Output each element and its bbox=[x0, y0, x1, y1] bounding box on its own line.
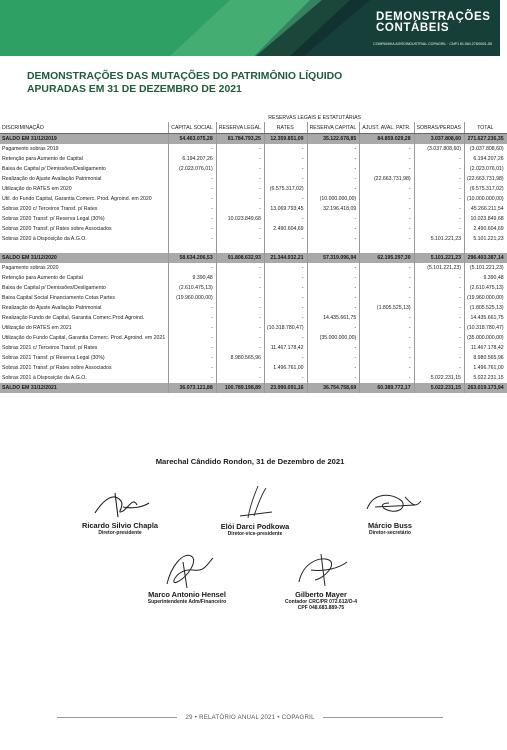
cell-value: - bbox=[264, 194, 307, 204]
cell-value: - bbox=[216, 174, 264, 184]
table-row bbox=[0, 184, 507, 194]
cell-value: - bbox=[264, 353, 307, 363]
table-row bbox=[0, 214, 507, 224]
document-title-line: DEMONSTRAÇÕES DAS MUTAÇÕES DO PATRIMÔNIO LÍQUIDO bbox=[27, 71, 343, 82]
cell-value: (22.663.731,98) bbox=[360, 174, 414, 184]
row-label: SALDO EM 31/12/2021 bbox=[0, 383, 169, 393]
cell-value: 62.195.297,30 bbox=[360, 253, 414, 263]
cell-value: - bbox=[216, 343, 264, 353]
cell-value: - bbox=[307, 144, 360, 154]
row-label: Realização do Ajuste Avaliação Patrimonial bbox=[2, 305, 102, 311]
cell-value: - bbox=[216, 234, 264, 244]
row-label: Sobras 2021 Transf. p/ Rates sobre Associados bbox=[2, 365, 112, 371]
cell-value bbox=[307, 244, 360, 253]
row-label: Sobras 2021 Transf. p/ Reserva Legal (30%) bbox=[2, 355, 105, 361]
column-header: RESERVA LEGAL bbox=[216, 122, 264, 134]
cell-value: 8.980.565,96 bbox=[465, 353, 507, 363]
cell-value: - bbox=[307, 323, 360, 333]
footer-report: RELATÓRIO ANUAL 2021 bbox=[199, 715, 276, 721]
cell-value: 35.122.678,85 bbox=[307, 134, 360, 145]
row-label: Utilização do RATES em 2021 bbox=[2, 325, 72, 331]
cell-value: - bbox=[307, 273, 360, 283]
cell-value: - bbox=[360, 293, 414, 303]
table-row bbox=[0, 353, 507, 363]
cell-value: - bbox=[216, 363, 264, 373]
cell-value: - bbox=[414, 224, 464, 234]
row-label: Baixa Capital Social Financiamento Cotas Partes bbox=[2, 295, 116, 301]
cell-value: - bbox=[264, 144, 307, 154]
cell-value: - bbox=[307, 214, 360, 224]
cell-value: (10.318.780,47) bbox=[264, 323, 307, 333]
row-label: Sobras 2020 Transf. p/ Reserva Legal (30%) bbox=[2, 216, 105, 222]
cell-value: - bbox=[216, 303, 264, 313]
cell-value: - bbox=[360, 313, 414, 323]
cell-value: - bbox=[169, 204, 217, 214]
cell-value: (35.000.000,00) bbox=[465, 333, 507, 343]
cell-value: - bbox=[360, 283, 414, 293]
cell-value: 1.496.761,00 bbox=[264, 363, 307, 373]
row-label: SALDO EM 31/12/2019 bbox=[0, 134, 169, 145]
cell-value: - bbox=[360, 333, 414, 343]
signature-block bbox=[320, 487, 460, 536]
cell-value: - bbox=[414, 184, 464, 194]
cell-value: - bbox=[216, 154, 264, 164]
cell-value: - bbox=[264, 214, 307, 224]
table-row bbox=[0, 204, 507, 214]
cell-value: - bbox=[360, 373, 414, 383]
cell-value: - bbox=[169, 353, 217, 363]
cell-value: 5.101.221,23 bbox=[414, 234, 464, 244]
table-row bbox=[0, 154, 507, 164]
cell-value: - bbox=[414, 204, 464, 214]
cell-value: 10.023.849,68 bbox=[216, 214, 264, 224]
table-row bbox=[0, 164, 507, 174]
cell-value: - bbox=[360, 194, 414, 204]
banner-subtitle: COMPANHIA AGROINDUSTRIAL COPAGRIL · CNPJ 81.584.278/0001-55 bbox=[373, 42, 492, 46]
reserves-group-header: RESERVAS LEGAIS E ESTATUTÁRIAS bbox=[268, 114, 362, 121]
cell-value: - bbox=[169, 313, 217, 323]
cell-value: - bbox=[360, 363, 414, 373]
cell-value: (5.101.221,23) bbox=[414, 263, 464, 273]
signer-role: Diretor-vice-presidente bbox=[227, 531, 283, 537]
cell-value: - bbox=[169, 144, 217, 154]
row-label bbox=[0, 244, 169, 253]
cell-value: - bbox=[169, 333, 217, 343]
cell-value: - bbox=[264, 234, 307, 244]
balance-row bbox=[0, 134, 507, 145]
cell-value: (3.037.808,60) bbox=[414, 144, 464, 154]
page-footer bbox=[0, 715, 500, 721]
table-row bbox=[0, 313, 507, 323]
cell-value: 5.101.221,23 bbox=[414, 253, 464, 263]
column-header: RATES bbox=[264, 122, 307, 134]
cell-value: - bbox=[216, 323, 264, 333]
cell-value: - bbox=[307, 184, 360, 194]
cell-value: - bbox=[307, 154, 360, 164]
row-label: Retenção para Aumento de Capital bbox=[2, 275, 83, 281]
cell-value: - bbox=[307, 293, 360, 303]
balance-row bbox=[0, 253, 507, 263]
cell-value: 100.789.198,89 bbox=[216, 383, 264, 393]
table-row bbox=[0, 273, 507, 283]
cell-value: 8.980.565,96 bbox=[216, 353, 264, 363]
banner-title bbox=[376, 11, 491, 34]
cell-value: - bbox=[360, 224, 414, 234]
cell-value: 36.754.758,69 bbox=[307, 383, 360, 393]
table-row bbox=[0, 194, 507, 204]
cell-value: - bbox=[360, 353, 414, 363]
footer-divider bbox=[323, 717, 443, 718]
cell-value: - bbox=[307, 303, 360, 313]
cell-value: - bbox=[216, 204, 264, 214]
cell-value: - bbox=[169, 323, 217, 333]
cell-value: (5.101.221,23) bbox=[465, 263, 507, 273]
signer-name: Gilberto Mayer bbox=[295, 590, 347, 599]
column-header: RESERVA CAPITAL bbox=[307, 122, 360, 134]
cell-value: - bbox=[264, 293, 307, 303]
signature-block bbox=[112, 548, 262, 605]
row-label: Sobras 2020 Transf. p/ Rates sobre Associados bbox=[2, 226, 112, 232]
cell-value: - bbox=[307, 283, 360, 293]
table-row bbox=[0, 293, 507, 303]
table-row bbox=[0, 373, 507, 383]
document-title-line: APURADAS EM 31 DE DEZEMBRO DE 2021 bbox=[27, 84, 242, 95]
cell-value: - bbox=[307, 263, 360, 273]
table-row bbox=[0, 174, 507, 184]
cell-value: 91.808.632,93 bbox=[216, 253, 264, 263]
table-row bbox=[0, 144, 507, 154]
cell-value: 271.627.236,35 bbox=[465, 134, 507, 145]
cell-value: - bbox=[264, 313, 307, 323]
place-date: Marechal Cândido Rondon, 31 de Dezembro de 2021 bbox=[155, 457, 345, 466]
row-label: Sobras 2021 c/ Terceiros Transf. p/ Rates bbox=[2, 345, 98, 351]
table-row bbox=[0, 263, 507, 273]
cell-value: 6.194.207,26 bbox=[169, 154, 217, 164]
cell-value: 11.467.178,42 bbox=[264, 343, 307, 353]
cell-value: - bbox=[216, 184, 264, 194]
cell-value: - bbox=[360, 263, 414, 273]
cell-value: 32.196.418,09 bbox=[307, 204, 360, 214]
cell-value: - bbox=[264, 164, 307, 174]
cell-value: - bbox=[264, 333, 307, 343]
handwritten-signature bbox=[85, 487, 155, 521]
cell-value: - bbox=[414, 303, 464, 313]
cell-value: - bbox=[264, 154, 307, 164]
cell-value: - bbox=[360, 273, 414, 283]
cell-value: - bbox=[414, 313, 464, 323]
cell-value: - bbox=[307, 234, 360, 244]
cell-value: - bbox=[264, 273, 307, 283]
banner-title-line: DEMONSTRAÇÕES bbox=[376, 11, 491, 23]
cell-value: 13.069.793,45 bbox=[264, 204, 307, 214]
row-label: Sobras 2020 c/ Terceiros Transf. p/ Rates bbox=[2, 206, 98, 212]
cell-value: (19.960.000,00) bbox=[169, 293, 217, 303]
cell-value: - bbox=[360, 214, 414, 224]
signature-block bbox=[246, 548, 396, 611]
row-label: Baixa de Capital p/ Demissões/Desligamento bbox=[2, 166, 106, 172]
table-row bbox=[0, 303, 507, 313]
cell-value: (6.575.317,02) bbox=[465, 184, 507, 194]
cell-value: - bbox=[414, 194, 464, 204]
cell-value bbox=[465, 244, 507, 253]
cell-value: - bbox=[264, 263, 307, 273]
handwritten-signature bbox=[281, 548, 361, 590]
cell-value: - bbox=[360, 204, 414, 214]
cell-value: - bbox=[307, 174, 360, 184]
cell-value: - bbox=[169, 174, 217, 184]
column-header: AJUST. AVAL. PATR. bbox=[360, 122, 414, 134]
cell-value bbox=[414, 244, 464, 253]
cell-value: 12.359.851,09 bbox=[264, 134, 307, 145]
cell-value: - bbox=[169, 263, 217, 273]
spacer-row bbox=[0, 244, 507, 253]
cell-value bbox=[216, 244, 264, 253]
cell-value: - bbox=[216, 273, 264, 283]
signature-block bbox=[185, 482, 325, 537]
row-label: Realização do Ajuste Avaliação Patrimonial bbox=[2, 176, 102, 182]
cell-value: 2.490.604,69 bbox=[264, 224, 307, 234]
footer-separator-icon: • bbox=[194, 715, 198, 721]
cell-value: 1.496.761,00 bbox=[465, 363, 507, 373]
cell-value: 58.634.206,53 bbox=[169, 253, 217, 263]
cell-value: 81.784.793,25 bbox=[216, 134, 264, 145]
cell-value: (2.023.076,01) bbox=[169, 164, 217, 174]
cell-value: - bbox=[216, 224, 264, 234]
signer-role: Diretor-presidente bbox=[98, 530, 142, 536]
cell-value: - bbox=[414, 214, 464, 224]
cell-value: (6.575.317,02) bbox=[264, 184, 307, 194]
cell-value: 54.463.075,28 bbox=[169, 134, 217, 145]
footer-brand: COPAGRIL bbox=[281, 715, 315, 721]
cell-value: - bbox=[360, 154, 414, 164]
cell-value: - bbox=[169, 303, 217, 313]
cell-value: - bbox=[216, 373, 264, 383]
table-row bbox=[0, 234, 507, 244]
cell-value: 5.022.231,15 bbox=[414, 373, 464, 383]
row-label: Util. do Fundo Capital, Garantia Comerc. Prod. Agroind. em 2020 bbox=[2, 196, 152, 202]
cell-value: - bbox=[414, 164, 464, 174]
cell-value: - bbox=[216, 263, 264, 273]
cell-value: 6.194.207,26 bbox=[465, 154, 507, 164]
row-label: Retenção para Aumento de Capital bbox=[2, 156, 83, 162]
table-row bbox=[0, 363, 507, 373]
cell-value: - bbox=[216, 194, 264, 204]
cell-value: 5.022.231,15 bbox=[465, 373, 507, 383]
header-banner bbox=[0, 0, 500, 56]
balance-row bbox=[0, 383, 507, 393]
cell-value: - bbox=[414, 323, 464, 333]
cell-value: 9.390,48 bbox=[169, 273, 217, 283]
cell-value: (1.805.525,13) bbox=[360, 303, 414, 313]
cell-value: 9.390,48 bbox=[465, 273, 507, 283]
cell-value: 2.490.604,69 bbox=[465, 224, 507, 234]
cell-value: 10.023.849,68 bbox=[465, 214, 507, 224]
cell-value: (3.037.808,60) bbox=[465, 144, 507, 154]
cell-value: - bbox=[360, 144, 414, 154]
row-label: Baixa de Capital p/ Demissões/Desligamento bbox=[2, 285, 106, 291]
cell-value: (2.023.076,01) bbox=[465, 164, 507, 174]
handwritten-signature bbox=[220, 482, 290, 522]
cell-value: - bbox=[414, 174, 464, 184]
signer-role: Contador CRC/PR 072.612/O-4 bbox=[285, 599, 357, 605]
cell-value: - bbox=[216, 144, 264, 154]
signer-role: Superintendente Adm/Financeiro bbox=[147, 599, 227, 605]
cell-value: 57.319.096,94 bbox=[307, 253, 360, 263]
cell-value: (10.000.000,00) bbox=[307, 194, 360, 204]
table-row bbox=[0, 224, 507, 234]
cell-value: 36.073.121,88 bbox=[169, 383, 217, 393]
cell-value: 11.467.178,42 bbox=[465, 343, 507, 353]
cell-value: - bbox=[216, 283, 264, 293]
cell-value: 296.403.387,14 bbox=[465, 253, 507, 263]
cell-value: - bbox=[169, 363, 217, 373]
column-header: CAPITAL SOCIAL bbox=[169, 122, 217, 134]
handwritten-signature bbox=[147, 548, 227, 590]
cell-value: - bbox=[307, 224, 360, 234]
column-header: SOBRAS/PERDAS bbox=[414, 122, 464, 134]
cell-value: 14.435.661,75 bbox=[307, 313, 360, 323]
signer-name: Marco Antonio Hensel bbox=[148, 590, 226, 599]
cell-value: 45.266.211,54 bbox=[465, 204, 507, 214]
cell-value: - bbox=[216, 333, 264, 343]
footer-separator-icon: • bbox=[277, 715, 280, 721]
cell-value: - bbox=[414, 343, 464, 353]
cell-value: - bbox=[360, 323, 414, 333]
row-label: Sobras 2021 à Disposição da A.G.O. bbox=[2, 375, 87, 381]
cell-value: (1.805.525,13) bbox=[465, 303, 507, 313]
equity-changes-table bbox=[0, 113, 507, 393]
cell-value: (22.663.731,98) bbox=[465, 174, 507, 184]
cell-value: - bbox=[264, 373, 307, 383]
table-row bbox=[0, 333, 507, 343]
cell-value bbox=[360, 244, 414, 253]
cell-value: - bbox=[414, 283, 464, 293]
cell-value: - bbox=[216, 164, 264, 174]
handwritten-signature bbox=[355, 487, 425, 521]
footer-divider bbox=[57, 717, 177, 718]
column-header: TOTAL bbox=[465, 122, 507, 134]
cell-value: - bbox=[264, 174, 307, 184]
cell-value: - bbox=[414, 293, 464, 303]
cell-value: - bbox=[264, 283, 307, 293]
row-label: Sobras 2020 à Disposição da A.G.O. bbox=[2, 236, 87, 242]
cell-value: - bbox=[360, 164, 414, 174]
signer-role: Diretor-secretário bbox=[369, 530, 411, 536]
cell-value: - bbox=[360, 343, 414, 353]
signer-name: Elói Darci Podkowa bbox=[220, 522, 290, 531]
cell-value: - bbox=[169, 184, 217, 194]
column-header: DISCRIMINAÇÃO bbox=[0, 122, 169, 134]
cell-value: - bbox=[307, 353, 360, 363]
cell-value: - bbox=[169, 224, 217, 234]
signer-name: Márcio Buss bbox=[368, 521, 412, 530]
cell-value: 14.435.661,75 bbox=[465, 313, 507, 323]
document-title bbox=[27, 70, 447, 96]
row-label: Utilização do RATES em 2020 bbox=[2, 186, 72, 192]
cell-value: - bbox=[360, 184, 414, 194]
cell-value: 263.019.173,94 bbox=[465, 383, 507, 393]
cell-value: - bbox=[360, 234, 414, 244]
cell-value: - bbox=[307, 343, 360, 353]
cell-value: (2.610.475,13) bbox=[169, 283, 217, 293]
cell-value: 5.022.231,15 bbox=[414, 383, 464, 393]
cell-value: - bbox=[414, 353, 464, 363]
table-row bbox=[0, 323, 507, 333]
cell-value: - bbox=[414, 333, 464, 343]
table-group-header-row bbox=[0, 113, 507, 122]
signature-block bbox=[50, 487, 190, 536]
cell-value: - bbox=[169, 373, 217, 383]
cell-value: (35.000.000,00) bbox=[307, 333, 360, 343]
row-label: Pagamento sobras 2020 bbox=[2, 265, 59, 271]
cell-value bbox=[264, 244, 307, 253]
cell-value: - bbox=[307, 164, 360, 174]
cell-value: - bbox=[307, 363, 360, 373]
row-label: Pagamento sobras 2019 bbox=[2, 146, 59, 152]
cell-value: 23.990.091,16 bbox=[264, 383, 307, 393]
cell-value: - bbox=[414, 273, 464, 283]
signer-name: Ricardo Silvio Chapla bbox=[82, 521, 158, 530]
cell-value: - bbox=[414, 363, 464, 373]
cell-value: 5.101.221,23 bbox=[465, 234, 507, 244]
cell-value: - bbox=[307, 373, 360, 383]
cell-value: - bbox=[169, 234, 217, 244]
cell-value: 21.344.932,21 bbox=[264, 253, 307, 263]
cell-value: (10.318.780,47) bbox=[465, 323, 507, 333]
cell-value bbox=[169, 244, 217, 253]
row-label: SALDO EM 31/12/2020 bbox=[0, 253, 169, 263]
cell-value: - bbox=[169, 194, 217, 204]
cell-value: - bbox=[169, 214, 217, 224]
cell-value: - bbox=[264, 303, 307, 313]
cell-value: - bbox=[216, 293, 264, 303]
cell-value: (19.960.000,00) bbox=[465, 293, 507, 303]
cell-value: (10.000.000,00) bbox=[465, 194, 507, 204]
cell-value: (2.610.475,13) bbox=[465, 283, 507, 293]
table-header-row bbox=[0, 122, 507, 134]
row-label: Realização Fundo de Capital, Garantia Comerc.Prod.Agroind. bbox=[2, 315, 145, 321]
cell-value: - bbox=[216, 313, 264, 323]
table-row bbox=[0, 343, 507, 353]
signer-cpf: CPF 048.683.889-75 bbox=[297, 605, 345, 611]
row-label: Utilização do Fundo Capital, Garantia Comerc. Prod. Agroind. em 2021 bbox=[2, 335, 166, 341]
banner-title-line: CONTÁBEIS bbox=[376, 22, 450, 34]
cell-value: - bbox=[169, 343, 217, 353]
cell-value: 60.389.772,17 bbox=[360, 383, 414, 393]
cell-value: - bbox=[414, 154, 464, 164]
page-number: 29 bbox=[185, 715, 193, 721]
cell-value: 84.859.029,28 bbox=[360, 134, 414, 145]
table-row bbox=[0, 283, 507, 293]
cell-value: 3.037.808,60 bbox=[414, 134, 464, 145]
